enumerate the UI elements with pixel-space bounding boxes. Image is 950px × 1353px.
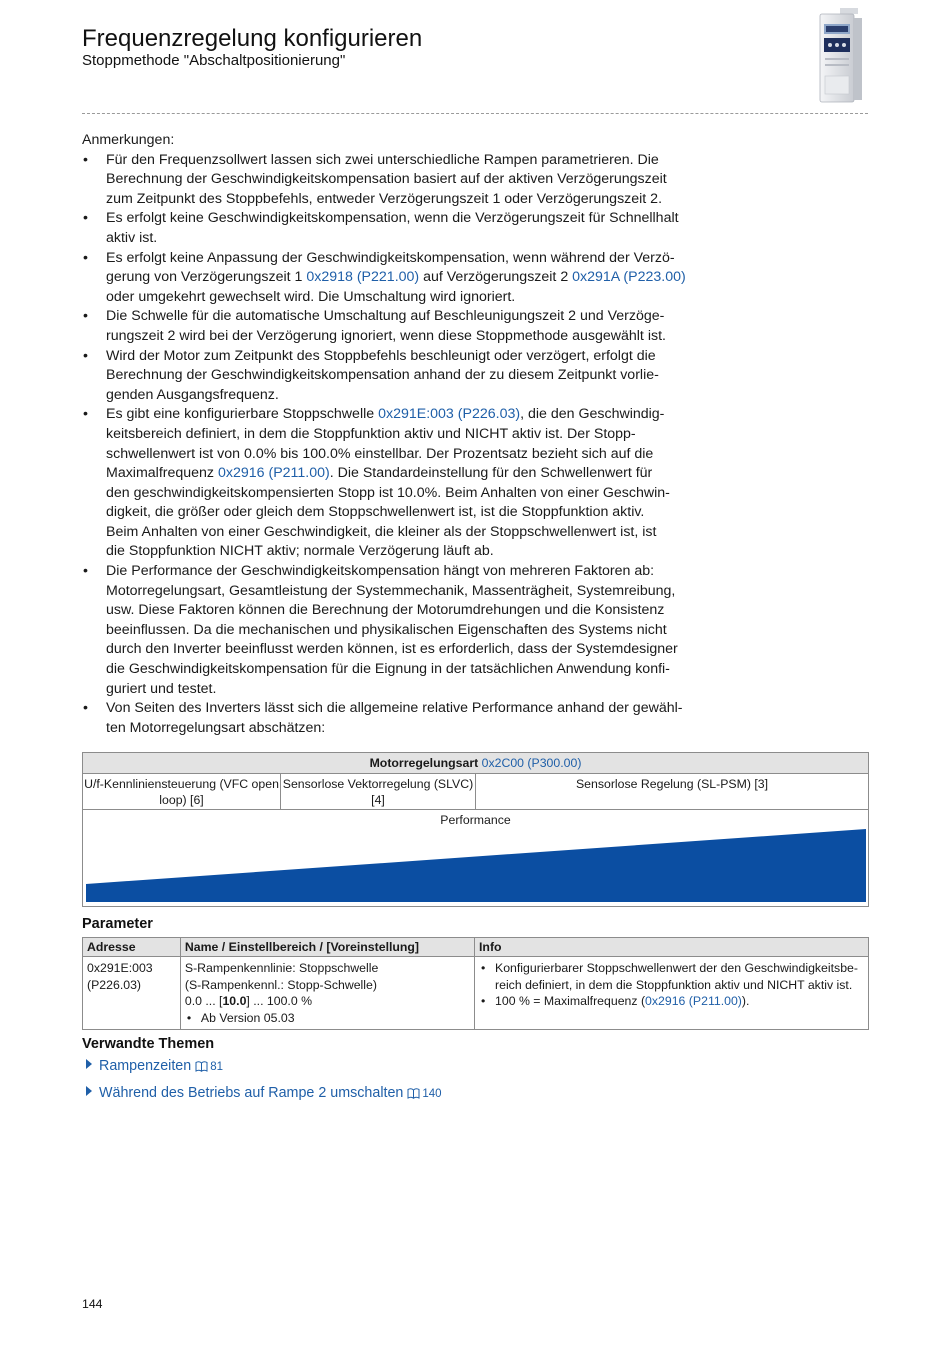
note-line [106, 699, 722, 719]
name-cell [180, 957, 474, 1030]
note-text: . Die Standardeinstellung für den Schwellenwert für [329, 465, 653, 482]
info-2-line [495, 993, 864, 1009]
column-vfc [83, 774, 281, 810]
list-item [185, 1010, 470, 1026]
info-2-suffix: ). [741, 994, 750, 1009]
header-name: Name / Einstellbereich / [Voreinstellung] [180, 938, 474, 957]
note-text: Berechnung der Geschwindigkeitskompensation anhand der zu diesem Zeitpunkt vorlie- [106, 367, 659, 384]
bullet: • [83, 249, 88, 266]
note-text: Beim Anhalten von einer Geschwindigkeit, die kleiner als der Stoppschwellenwert ist, ist [106, 523, 657, 540]
note-text: durch den Inverter beeinflusst werden können, ist es erforderlich, dass der Systemdesigner [106, 641, 678, 658]
address-cell [83, 957, 181, 1030]
note-text: Von Seiten des Inverters lässt sich die allgemeine relative Performance anhand der gewähl- [106, 700, 683, 717]
column-sl-psm-label: Sensorlose Regelung (SL-PSM) [3] [575, 777, 769, 791]
bullet: • [186, 1010, 192, 1025]
note-item [82, 151, 722, 210]
note-item [82, 562, 722, 699]
triangle-right-icon [86, 1059, 92, 1069]
note-line [106, 484, 722, 504]
column-slvc-line2: [4] [371, 793, 385, 807]
parameter-table-header-row [83, 938, 869, 957]
info-1-line1: Konfigurierbarer Stoppschwellenwert der den Geschwindigkeitsbe- [495, 961, 858, 976]
note-line [106, 347, 722, 367]
motor-control-label: Motorregelungsart [369, 756, 482, 770]
note-line [106, 601, 722, 621]
bullet: • [83, 406, 88, 423]
related-link-label: Rampenzeiten [99, 1058, 192, 1074]
info-1-line2: reich definiert, in dem die Stoppfunktion aktiv und NICHT aktiv ist. [495, 977, 853, 992]
note-line [106, 640, 722, 660]
column-slvc-line1: Sensorlose Vektorregelung (SLVC) [282, 777, 474, 791]
notes-heading: Anmerkungen: [82, 132, 175, 148]
note-item [82, 249, 722, 308]
note-text: Motorregelungsart, Gesamtleistung der Systemmechanik, Massenträgheit, Systemreibung, [106, 582, 676, 599]
performance-label: Performance [440, 813, 511, 827]
book-icon [407, 1088, 420, 1099]
inverter-device-image [810, 6, 866, 106]
note-line [106, 523, 722, 543]
note-line [106, 151, 722, 171]
note-text: Es erfolgt keine Geschwindigkeitskompensation, wenn die Verzögerungszeit für Schnellhalt [106, 210, 679, 227]
note-line [106, 425, 722, 445]
note-line [106, 288, 722, 308]
note-line [106, 249, 722, 269]
note-text: gerung von Verzögerungszeit 1 [106, 269, 307, 286]
note-line [106, 327, 722, 347]
address-line2: (P226.03) [87, 977, 142, 992]
performance-table-header [83, 753, 868, 774]
performance-wedge-shape [86, 829, 866, 902]
note-line [106, 170, 722, 190]
info-cell [475, 957, 869, 1030]
notes-list [82, 151, 722, 739]
note-text: oder umgekehrt gewechselt wird. Die Umschaltung wird ignoriert. [106, 288, 516, 305]
parameter-link[interactable]: 0x2916 (P211.00) [217, 465, 330, 482]
note-text: schwellenwert ist von 0.0% bis 100.0% einstellbar. Der Prozentsatz bezieht sich auf die [106, 445, 654, 462]
note-line [106, 621, 722, 641]
triangle-right-icon [86, 1086, 92, 1096]
param-name: S-Rampenkennlinie: Stoppschwelle [184, 961, 379, 976]
page-subtitle: Stoppmethode "Abschaltpositionierung" [82, 52, 346, 69]
note-line [106, 719, 722, 739]
note-item [82, 307, 722, 346]
note-text: die Geschwindigkeitskompensation für die Eignung in der tatsächlichen Anwendung konfi- [106, 661, 670, 678]
note-line [106, 190, 722, 210]
parameter-link[interactable]: 0x2918 (P221.00) [306, 269, 420, 286]
page-title: Frequenzregelung konfigurieren [82, 25, 423, 52]
book-icon [195, 1061, 208, 1072]
version-list [185, 1010, 470, 1026]
note-text: guriert und testet. [106, 680, 217, 697]
bullet: • [83, 700, 88, 717]
note-item [82, 405, 722, 562]
range-default: 10.0 [222, 994, 247, 1009]
note-text: Es erfolgt keine Anpassung der Geschwindigkeitskompensation, wenn während der Verzö- [106, 249, 675, 266]
note-line [106, 366, 722, 386]
info-list [479, 960, 864, 1009]
note-line [106, 542, 722, 562]
note-item [82, 699, 722, 738]
note-text: Die Schwelle für die automatische Umschaltung auf Beschleunigungszeit 2 und Verzöge- [106, 308, 665, 325]
note-text: , die den Geschwindig- [520, 406, 665, 423]
note-line [106, 660, 722, 680]
note-line [106, 582, 722, 602]
info-2-prefix: 100 % = Maximalfrequenz ( [495, 994, 646, 1009]
parameter-link[interactable]: 0x291E:003 (P226.03) [378, 406, 521, 423]
bullet: • [83, 308, 88, 325]
table-row [83, 957, 869, 1030]
column-vfc-line2: loop) [6] [159, 793, 204, 807]
note-text: den geschwindigkeitskompensierten Stopp ist 10.0%. Beim Anhalten von einer Geschwin- [106, 484, 670, 501]
page-number: 144 [82, 1297, 103, 1311]
note-line [106, 209, 722, 229]
range-suffix: ] ... 100.0 % [246, 994, 313, 1009]
note-text: zum Zeitpunkt des Stoppbefehls, entweder Verzögerungszeit 1 oder Verzögerungszeit 2. [106, 190, 663, 207]
note-text: aktiv ist. [106, 229, 158, 246]
note-text: Maximalfrequenz [106, 465, 218, 482]
note-text: Die Performance der Geschwindigkeitskompensation hängt von mehreren Faktoren ab: [106, 563, 655, 580]
note-item [82, 347, 722, 406]
note-item [82, 209, 722, 248]
note-text: usw. Diese Faktoren können die Berechnung der Motorumdrehungen und die Konsistenz [106, 602, 665, 619]
note-text: Für den Frequenzsollwert lassen sich zwei unterschiedliche Rampen parametrieren. Die [106, 151, 659, 168]
list-item [479, 960, 864, 993]
note-text: keitsbereich definiert, in dem die Stoppfunktion aktiv und NICHT aktiv ist. Der Stopp- [106, 425, 636, 442]
column-sl-psm [476, 774, 868, 810]
address-line1: 0x291E:003 [87, 961, 153, 976]
notes-section [82, 131, 722, 738]
bullet: • [83, 210, 88, 227]
parameter-link[interactable]: 0x291A (P223.00) [572, 269, 686, 286]
note-line [106, 405, 722, 425]
note-line [106, 464, 722, 484]
note-text: die Stoppfunktion NICHT aktiv; normale Verzögerung läuft ab. [106, 543, 494, 560]
note-line [106, 445, 722, 465]
note-text: Wird der Motor zum Zeitpunkt des Stoppbefehls beschleunigt oder verzögert, erfolgt die [106, 347, 656, 364]
list-item [479, 993, 864, 1009]
bullet: • [481, 961, 486, 976]
note-line [106, 268, 722, 288]
header-divider [82, 113, 868, 114]
parameter-table [82, 937, 869, 1030]
note-text: Es gibt eine konfigurierbare Stoppschwelle [106, 406, 379, 423]
header-info: Info [475, 938, 869, 957]
note-line [106, 386, 722, 406]
note-line [106, 229, 722, 249]
note-line [106, 680, 722, 700]
performance-wedge [86, 829, 866, 902]
related-topics-heading: Verwandte Themen [82, 1036, 215, 1052]
motor-control-link[interactable]: 0x2C00 (P300.00) [481, 756, 582, 770]
header-address: Adresse [83, 938, 181, 957]
note-text: rungszeit 2 wird bei der Verzögerung ignoriert, wenn diese Stoppmethode ausgewählt ist. [106, 327, 666, 344]
max-frequency-link[interactable]: 0x2916 (P211.00) [645, 994, 742, 1009]
param-display-name: (S-Rampenkennl.: Stopp-Schwelle) [184, 977, 377, 992]
related-link-page: 140 [422, 1088, 442, 1100]
note-text: auf Verzögerungszeit 2 [419, 269, 573, 286]
bullet: • [83, 563, 88, 580]
version-text: Ab Version 05.03 [200, 1010, 295, 1025]
column-slvc [281, 774, 476, 810]
note-text: digkeit, die größer oder gleich dem Stoppschwellenwert ist, ist die Stoppfunktion aktiv. [106, 504, 645, 521]
parameter-heading: Parameter [82, 916, 153, 932]
note-line [106, 307, 722, 327]
column-vfc-line1: U/f-Kennliniensteuerung (VFC open [84, 777, 279, 791]
note-text: beeinflussen. Da die mechanischen und physikalischen Eigenschaften des Systems nicht [106, 621, 667, 638]
related-link-ramp-2[interactable] [86, 1085, 442, 1101]
note-line [106, 503, 722, 523]
related-link-rampenzeiten[interactable] [86, 1058, 223, 1074]
related-link-page: 81 [210, 1061, 223, 1073]
bullet: • [83, 151, 88, 168]
note-text: Berechnung der Geschwindigkeitskompensation basiert auf der aktiven Verzögerungszeit [106, 171, 667, 188]
bullet: • [481, 994, 486, 1009]
note-text: ten Motorregelungsart abschätzen: [106, 719, 326, 736]
related-link-label: Während des Betriebs auf Rampe 2 umschalten [99, 1085, 404, 1101]
bullet: • [83, 347, 88, 364]
note-text: genden Ausgangsfrequenz. [106, 386, 279, 403]
note-line [106, 562, 722, 582]
performance-table [82, 752, 869, 907]
range-prefix: 0.0 ... [ [184, 994, 223, 1009]
